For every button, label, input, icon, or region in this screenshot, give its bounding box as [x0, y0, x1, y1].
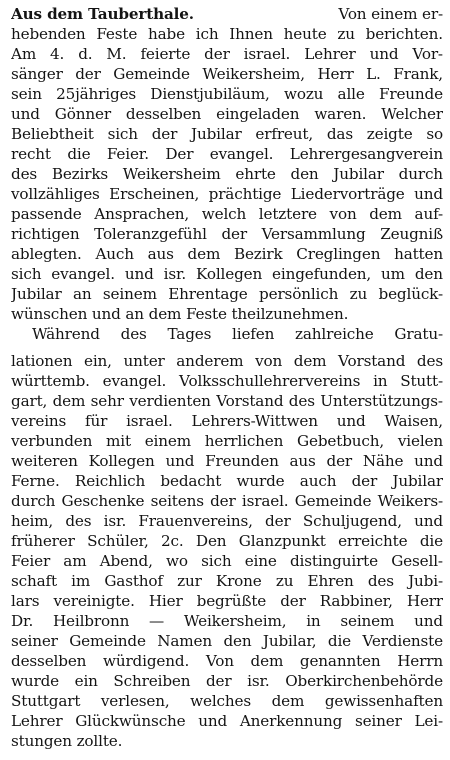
word: den — [290, 165, 319, 183]
word: Verdienste — [362, 632, 443, 650]
word: Gemeinde — [69, 632, 146, 650]
word: dem — [271, 692, 305, 710]
word: der — [204, 45, 230, 63]
word: Ehren — [307, 572, 354, 590]
word: Schüler, — [87, 532, 149, 550]
word: Oberkirchenbehörde — [285, 672, 443, 690]
word: die — [419, 532, 443, 550]
word: hebenden — [11, 25, 86, 43]
word: Herrn — [397, 652, 443, 670]
word: Zeugniß — [380, 225, 443, 243]
word: und — [414, 512, 443, 530]
word: beglück- — [378, 285, 443, 303]
word: die — [327, 632, 352, 650]
word: schaft — [11, 572, 57, 590]
word: isr. — [163, 265, 187, 283]
word: von — [255, 352, 283, 370]
word: — — [149, 612, 165, 630]
word: Bezirks — [51, 165, 109, 183]
word: ein — [74, 672, 98, 690]
word: zu — [349, 285, 368, 303]
word: der — [280, 592, 306, 610]
word: israel. — [241, 492, 289, 510]
article-heading: Aus dem Tauberthale. — [11, 5, 194, 23]
article-line — [11, 530, 443, 552]
word: dem — [250, 652, 284, 670]
word: Vorstand — [338, 352, 406, 370]
word: Erscheinen, — [109, 185, 200, 203]
word: Reichlich — [74, 472, 146, 490]
word: Heilbronn — [52, 612, 130, 630]
word: Creglingen — [296, 245, 381, 263]
article-text: stungen zollte. — [11, 732, 123, 750]
word: letztere — [258, 205, 317, 223]
word: Stutt- — [400, 372, 443, 390]
word: und — [124, 265, 154, 283]
word: an — [72, 285, 92, 303]
word: Jubilar — [11, 285, 62, 303]
article-line — [11, 3, 443, 25]
word: das — [326, 125, 353, 143]
word: verlesen, — [100, 692, 170, 710]
word: begrüßte — [196, 592, 267, 610]
word: Ihnen — [229, 25, 273, 43]
word: aus — [147, 245, 174, 263]
word: der — [210, 492, 236, 510]
word: Geschenke — [61, 492, 145, 510]
word: zur — [177, 572, 202, 590]
word: Bezirk — [233, 245, 283, 263]
article-line — [11, 550, 443, 572]
word: Ehrentage — [168, 285, 248, 303]
word: vollzähliges — [11, 185, 100, 203]
word: auch — [299, 472, 337, 490]
article-line — [11, 690, 443, 712]
word: L. — [366, 65, 381, 83]
word: seinem — [102, 285, 157, 303]
word: Während — [32, 325, 100, 343]
word: und — [414, 185, 443, 203]
article-line — [11, 490, 443, 512]
word: weiteren — [11, 452, 78, 470]
word: Weikers- — [377, 492, 443, 510]
word: vereinigte. — [53, 592, 135, 610]
word: mit — [106, 432, 131, 450]
word: Krone — [215, 572, 262, 590]
word: Feier — [11, 552, 51, 570]
article-text: wünschen und an dem Feste theilzunehmen. — [11, 305, 349, 323]
word: Den — [195, 532, 227, 550]
word: passende — [11, 205, 82, 223]
word: zu — [337, 25, 355, 43]
word: Liedervorträge — [290, 185, 405, 203]
word: ablegten. — [11, 245, 82, 263]
word: der — [75, 65, 101, 83]
word: israel. — [243, 45, 291, 63]
article-line — [11, 163, 443, 185]
word: wo — [166, 552, 188, 570]
article-line — [11, 143, 443, 165]
word: und — [11, 105, 40, 123]
article-line — [11, 470, 443, 492]
word: Jubilar, — [262, 632, 317, 650]
word: dem — [52, 392, 86, 410]
word: seinem — [340, 612, 395, 630]
word: Freunden — [205, 452, 279, 470]
word: und — [165, 452, 195, 470]
word: Jubilar — [333, 165, 384, 183]
word: Welcher — [381, 105, 443, 123]
article-line — [11, 283, 443, 305]
article-text: Von einem er- — [338, 5, 443, 23]
word: ich — [195, 25, 219, 43]
article-line — [32, 323, 443, 345]
word: Der — [165, 145, 194, 163]
word: welches — [190, 692, 252, 710]
word: Namen — [157, 632, 213, 650]
word: Dienstjubiläum, — [150, 85, 270, 103]
word: Vorstand — [216, 392, 284, 410]
word: Gebetbuch, — [297, 432, 385, 450]
word: Lehrer — [304, 45, 356, 63]
article-line — [11, 510, 443, 532]
word: und — [198, 712, 228, 730]
word: feierte — [140, 45, 191, 63]
word: Lei- — [414, 712, 443, 730]
word: wurde — [236, 472, 285, 490]
word: Herr — [317, 65, 354, 83]
article-line — [11, 183, 443, 205]
article-line — [11, 430, 443, 452]
article-line — [11, 450, 443, 472]
word: prächtige — [208, 185, 282, 203]
word: Von — [205, 652, 234, 670]
article-line — [11, 43, 443, 65]
article-line — [11, 390, 443, 412]
word: in — [306, 612, 321, 630]
word: den — [223, 632, 252, 650]
word: M. — [106, 45, 127, 63]
article-line — [11, 570, 443, 592]
word: richtigen — [11, 225, 80, 243]
word: Gratu- — [394, 325, 443, 343]
word: eingefunden, — [272, 265, 372, 283]
word: Am — [11, 45, 37, 63]
article-line — [11, 670, 443, 692]
article-line — [11, 203, 443, 225]
word: am — [63, 552, 87, 570]
word: sehr — [90, 392, 124, 410]
word: Stuttgart — [11, 692, 81, 710]
word: Toleranzgefühl — [94, 225, 207, 243]
word: Gönner — [54, 105, 111, 123]
word: erfreut, — [255, 125, 314, 143]
word: Anerkennung — [239, 712, 343, 730]
word: Beliebtheit — [11, 125, 94, 143]
word: Kollegen — [196, 265, 263, 283]
word: ehrte — [235, 165, 276, 183]
article-line — [11, 370, 443, 392]
word: hatten — [394, 245, 443, 263]
article-line — [11, 590, 443, 612]
word: Gesell- — [391, 552, 443, 570]
article-line — [11, 303, 443, 325]
word: Lehrers-Wittwen — [191, 412, 318, 430]
word: herrlichen — [204, 432, 284, 450]
word: Gemeinde — [294, 492, 372, 510]
word: habe — [148, 25, 185, 43]
article-line — [11, 710, 443, 732]
word: evangel. — [51, 265, 115, 283]
word: Gemeinde — [113, 65, 190, 83]
word: dem — [293, 352, 327, 370]
word: Lehrer — [11, 712, 63, 730]
word: lars — [11, 592, 40, 610]
article-line — [11, 23, 443, 45]
word: des — [367, 572, 394, 590]
word: distinguirte — [289, 552, 378, 570]
word: dem — [187, 245, 221, 263]
word: dem — [369, 205, 402, 223]
word: Abend, — [99, 552, 153, 570]
word: des — [65, 512, 92, 530]
word: Glanzpunkt — [238, 532, 326, 550]
word: gewissenhaften — [324, 692, 443, 710]
word: vereins — [11, 412, 67, 430]
word: die — [67, 145, 91, 163]
word: erreichte — [338, 532, 408, 550]
word: zu — [275, 572, 294, 590]
word: Ferne. — [11, 472, 60, 490]
word: Versammlung — [261, 225, 366, 243]
article-line — [11, 410, 443, 432]
word: israel. — [126, 412, 173, 430]
word: Rabbiner, — [319, 592, 393, 610]
word: den — [414, 265, 443, 283]
word: isr. — [103, 512, 127, 530]
article-line — [11, 83, 443, 105]
word: der — [265, 512, 291, 530]
word: Weikersheim, — [183, 612, 287, 630]
word: berichten. — [365, 25, 443, 43]
word: im — [71, 572, 91, 590]
word: von — [329, 205, 357, 223]
word: der — [326, 452, 353, 470]
word: Kollegen — [88, 452, 155, 470]
word: Jubilar — [392, 472, 443, 490]
word: Frank, — [393, 65, 443, 83]
word: desselben — [11, 652, 87, 670]
word: so — [426, 125, 443, 143]
word: welch — [201, 205, 247, 223]
word: der — [151, 125, 178, 143]
word: Feier. — [106, 145, 149, 163]
word: Freunde — [378, 85, 443, 103]
article-line — [11, 610, 443, 632]
word: unter — [123, 352, 165, 370]
word: sich — [107, 125, 138, 143]
word: Schuljugend, — [302, 512, 402, 530]
word: Auch — [95, 245, 134, 263]
word: seiner — [354, 712, 402, 730]
article-line — [11, 223, 443, 245]
article-line — [11, 630, 443, 652]
word: Tages — [167, 325, 212, 343]
word: des — [288, 392, 315, 410]
article-line — [11, 730, 443, 752]
word: Frauenvereins, — [138, 512, 253, 530]
word: und — [414, 452, 443, 470]
word: in — [373, 372, 388, 390]
word: liefen — [232, 325, 275, 343]
word: wurde — [11, 672, 60, 690]
word: Weikersheim, — [202, 65, 305, 83]
word: waren. — [314, 105, 367, 123]
word: sich — [201, 552, 232, 570]
word: heute — [283, 25, 327, 43]
word: sänger — [11, 65, 63, 83]
word: 4. — [50, 45, 65, 63]
word: Jubi- — [408, 572, 443, 590]
word: gart, — [11, 392, 48, 410]
word: genannten — [299, 652, 381, 670]
word: der — [221, 225, 247, 243]
article-line — [11, 103, 443, 125]
word: eingeladen — [216, 105, 300, 123]
word: persönlich — [259, 285, 339, 303]
word: Lehrergesangverein — [289, 145, 443, 163]
word: Gasthof — [104, 572, 163, 590]
word: der — [351, 472, 378, 490]
word: verdienten — [129, 392, 211, 410]
word: aus — [289, 452, 316, 470]
word: Ansprachen, — [94, 205, 190, 223]
word: und — [369, 45, 399, 63]
word: ein, — [84, 352, 112, 370]
word: bedacht — [160, 472, 222, 490]
word: evangel. — [209, 145, 274, 163]
word: des — [416, 352, 443, 370]
word: seitens — [150, 492, 204, 510]
word: Unterstützungs- — [320, 392, 443, 410]
word: isr. — [247, 672, 270, 690]
word: württemb. — [11, 372, 90, 390]
word: vielen — [397, 432, 443, 450]
word: 25jähriges — [56, 85, 137, 103]
word: würdigend. — [102, 652, 190, 670]
word: Nähe — [362, 452, 404, 470]
article-line — [11, 650, 443, 672]
word: des — [120, 325, 147, 343]
word: auf- — [414, 205, 443, 223]
word: anderem — [176, 352, 244, 370]
word: recht — [11, 145, 51, 163]
word: desselben — [125, 105, 202, 123]
word: Weikersheim — [122, 165, 221, 183]
word: Schreiben — [113, 672, 191, 690]
word: d. — [78, 45, 93, 63]
article-line — [11, 263, 443, 285]
word: Volksschullehrervereins — [179, 372, 361, 390]
word: Vor- — [412, 45, 443, 63]
article-line — [11, 63, 443, 85]
word: Feste — [96, 25, 138, 43]
word: und — [336, 412, 366, 430]
word: für — [85, 412, 108, 430]
word: durch — [398, 165, 443, 183]
word: seiner — [11, 632, 58, 650]
word: eine — [244, 552, 277, 570]
word: 2c. — [161, 532, 184, 550]
word: Jubilar — [191, 125, 242, 143]
word: und — [414, 612, 443, 630]
word: Dr. — [11, 612, 34, 630]
word: Waisen, — [384, 412, 443, 430]
word: einem — [144, 432, 191, 450]
article-line — [11, 123, 443, 145]
word: lationen — [11, 352, 73, 370]
word: zeigte — [366, 125, 413, 143]
word: sein — [11, 85, 42, 103]
word: der — [205, 672, 232, 690]
word: verbunden — [11, 432, 93, 450]
word: um — [381, 265, 405, 283]
word: evangel. — [102, 372, 167, 390]
word: des — [11, 165, 38, 183]
word: alle — [337, 85, 365, 103]
word: sich — [11, 265, 42, 283]
word: Glückwünsche — [75, 712, 186, 730]
word: früherer — [11, 532, 75, 550]
word: heim, — [11, 512, 54, 530]
word: Hier — [148, 592, 183, 610]
article-line — [11, 243, 443, 265]
article-line — [11, 350, 443, 372]
word: zahlreiche — [295, 325, 374, 343]
word: wozu — [283, 85, 324, 103]
word: durch — [11, 492, 56, 510]
word: Herr — [406, 592, 443, 610]
